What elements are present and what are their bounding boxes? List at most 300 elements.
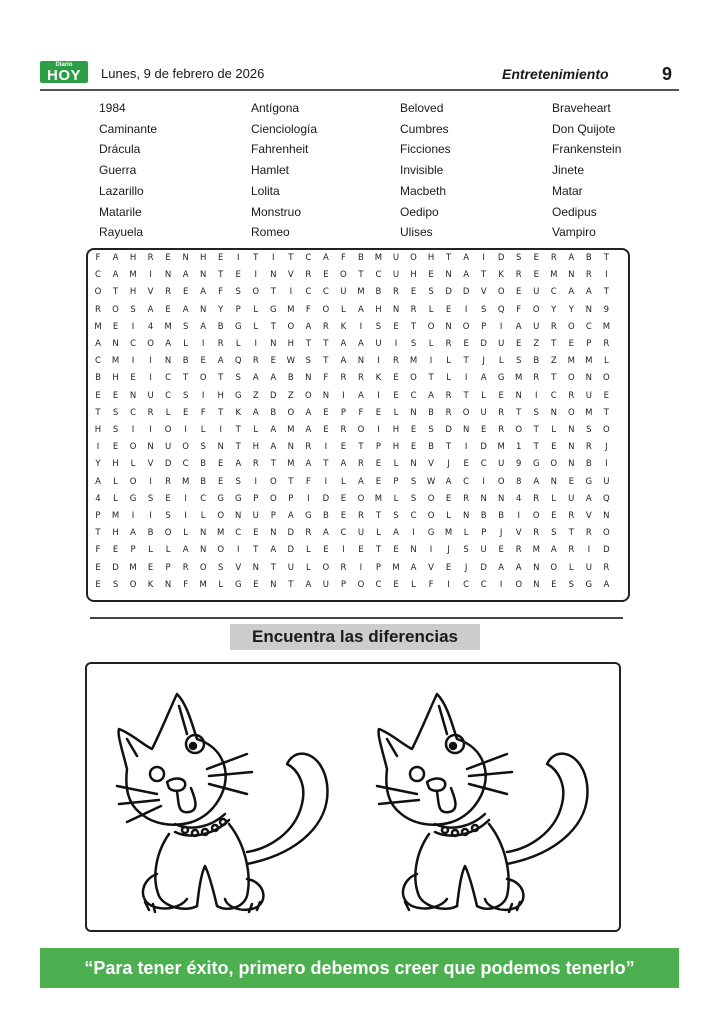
grid-letter: R bbox=[585, 528, 592, 539]
word-list-item: Antígona bbox=[251, 101, 300, 115]
grid-letter: N bbox=[410, 459, 417, 470]
grid-letter: B bbox=[147, 528, 154, 539]
grid-letter: T bbox=[445, 442, 452, 453]
grid-letter: A bbox=[217, 356, 224, 367]
grid-letter: F bbox=[358, 407, 364, 418]
grid-letter: P bbox=[235, 304, 241, 315]
grid-letter: T bbox=[410, 321, 417, 332]
grid-letter: A bbox=[568, 287, 575, 298]
grid-letter: A bbox=[585, 493, 592, 504]
grid-letter: L bbox=[305, 562, 311, 573]
grid-letter: T bbox=[375, 545, 382, 556]
grid-letter: I bbox=[149, 476, 152, 487]
grid-letter: F bbox=[218, 287, 224, 298]
grid-letter: N bbox=[410, 407, 417, 418]
grid-letter: P bbox=[393, 476, 399, 487]
grid-letter: M bbox=[129, 270, 137, 281]
grid-letter: O bbox=[305, 390, 312, 401]
grid-letter: U bbox=[164, 442, 172, 453]
word-list-item: Lolita bbox=[251, 183, 280, 198]
grid-letter: A bbox=[305, 321, 312, 332]
grid-letter: P bbox=[481, 321, 487, 332]
grid-letter: O bbox=[129, 442, 137, 453]
grid-letter: C bbox=[95, 270, 101, 281]
quote-banner bbox=[40, 948, 679, 988]
grid-letter: I bbox=[184, 511, 187, 521]
grid-letter: R bbox=[95, 304, 101, 315]
grid-letter: R bbox=[340, 425, 347, 435]
grid-letter: R bbox=[533, 373, 540, 384]
word-list-item: Braveheart bbox=[552, 101, 611, 115]
grid-letter: I bbox=[131, 425, 135, 435]
grid-letter: V bbox=[428, 562, 434, 573]
grid-letter: E bbox=[533, 253, 539, 263]
grid-letter: A bbox=[287, 511, 294, 521]
grid-letter: F bbox=[323, 373, 329, 384]
grid-letter: E bbox=[533, 270, 539, 281]
grid-letter: C bbox=[463, 579, 470, 590]
grid-letter: O bbox=[287, 407, 295, 418]
grid-letter: P bbox=[130, 545, 136, 556]
grid-letter: C bbox=[235, 528, 242, 539]
grid-letter: J bbox=[499, 528, 503, 539]
grid-letter: O bbox=[129, 476, 137, 487]
grid-letter: H bbox=[392, 425, 400, 435]
grid-letter: O bbox=[182, 442, 189, 453]
grid-letter: O bbox=[567, 373, 575, 384]
grid-letter: I bbox=[377, 425, 380, 435]
grid-letter: N bbox=[252, 562, 259, 573]
grid-letter: L bbox=[200, 425, 206, 435]
grid-letter: L bbox=[253, 304, 259, 315]
grid-letter: R bbox=[410, 304, 417, 315]
grid-letter: 4 bbox=[95, 493, 101, 504]
grid-letter: D bbox=[164, 459, 172, 470]
grid-letter: M bbox=[532, 545, 540, 556]
word-list-item: Cumbres bbox=[400, 121, 449, 136]
grid-letter: N bbox=[533, 562, 540, 573]
grid-letter: M bbox=[164, 321, 172, 332]
grid-letter: T bbox=[463, 356, 469, 367]
grid-letter: I bbox=[394, 339, 398, 349]
grid-letter: I bbox=[517, 511, 520, 521]
grid-letter: I bbox=[149, 373, 152, 384]
grid-letter: T bbox=[218, 270, 224, 281]
grid-letter: V bbox=[428, 459, 434, 470]
grid-letter: A bbox=[358, 304, 364, 315]
grid-letter: E bbox=[200, 356, 206, 367]
grid-letter: M bbox=[602, 321, 611, 332]
grid-letter: L bbox=[568, 562, 574, 573]
grid-letter: E bbox=[218, 459, 224, 470]
grid-letter: E bbox=[445, 493, 452, 504]
grid-letter: L bbox=[463, 528, 469, 539]
grid-letter: E bbox=[95, 562, 101, 573]
grid-letter: D bbox=[445, 287, 452, 298]
grid-letter: L bbox=[253, 425, 259, 435]
word-list-item: Beloved bbox=[400, 101, 444, 115]
grid-letter: U bbox=[357, 528, 365, 539]
grid-letter: L bbox=[305, 545, 311, 556]
grid-letter: A bbox=[568, 253, 575, 263]
grid-letter: C bbox=[200, 493, 207, 504]
grid-letter: S bbox=[182, 390, 189, 401]
grid-letter: E bbox=[568, 476, 574, 487]
grid-letter: I bbox=[377, 356, 380, 367]
grid-letter: T bbox=[323, 356, 329, 367]
grid-letter: K bbox=[235, 407, 242, 418]
cat-illustration-left bbox=[97, 674, 347, 924]
grid-letter: K bbox=[498, 270, 504, 281]
grid-letter: M bbox=[585, 356, 593, 367]
grid-letter: N bbox=[270, 270, 277, 281]
grid-letter: D bbox=[480, 339, 487, 349]
grid-letter: D bbox=[287, 545, 295, 556]
grid-letter: S bbox=[112, 579, 119, 590]
grid-letter: S bbox=[428, 425, 434, 435]
grid-letter: O bbox=[550, 459, 558, 470]
grid-letter: E bbox=[498, 545, 504, 556]
grid-letter: M bbox=[585, 407, 593, 418]
grid-letter: I bbox=[342, 390, 345, 401]
grid-letter: H bbox=[199, 253, 207, 263]
grid-letter: B bbox=[358, 253, 364, 263]
grid-letter: O bbox=[603, 425, 610, 435]
grid-letter: T bbox=[533, 442, 539, 453]
grid-letter: R bbox=[585, 442, 592, 453]
grid-letter: R bbox=[603, 562, 610, 573]
grid-letter: T bbox=[183, 373, 189, 384]
grid-letter: A bbox=[603, 579, 610, 590]
grid-letter: A bbox=[463, 253, 470, 263]
differences-title: Encuentra las diferencias bbox=[252, 627, 458, 646]
grid-letter: M bbox=[374, 253, 383, 263]
grid-letter: T bbox=[95, 528, 101, 539]
grid-letter: O bbox=[462, 407, 470, 418]
grid-letter: O bbox=[427, 321, 435, 332]
grid-letter: N bbox=[164, 270, 172, 281]
grid-letter: N bbox=[550, 476, 557, 487]
grid-letter: E bbox=[428, 270, 434, 281]
grid-letter: R bbox=[147, 253, 154, 263]
grid-letter: E bbox=[375, 476, 382, 487]
grid-letter: B bbox=[585, 253, 592, 263]
word-list-item: Ulises bbox=[400, 225, 433, 240]
grid-letter: M bbox=[515, 373, 523, 384]
grid-letter: W bbox=[286, 356, 296, 367]
quote-text: “Para tener éxito, primero debemos creer que podemos tenerlo” bbox=[84, 958, 635, 978]
grid-letter: T bbox=[270, 321, 276, 332]
grid-letter: B bbox=[480, 511, 487, 521]
grid-letter: M bbox=[287, 459, 295, 470]
grid-letter: A bbox=[445, 476, 452, 487]
grid-letter: E bbox=[112, 442, 119, 453]
grid-letter: T bbox=[603, 253, 609, 263]
grid-letter: G bbox=[270, 304, 277, 315]
grid-letter: O bbox=[427, 493, 435, 504]
grid-letter: A bbox=[340, 339, 347, 349]
grid-letter: A bbox=[112, 270, 119, 281]
word-list-item: Matarile bbox=[99, 204, 142, 219]
grid-letter: Z bbox=[287, 390, 294, 401]
grid-letter: F bbox=[305, 304, 311, 315]
grid-letter: C bbox=[410, 390, 417, 401]
grid-letter: N bbox=[462, 425, 470, 435]
differences-title-box bbox=[230, 624, 480, 650]
grid-letter: M bbox=[287, 304, 295, 315]
word-list-item: Rayuela bbox=[99, 225, 144, 240]
grid-letter: A bbox=[95, 339, 101, 349]
grid-letter: A bbox=[358, 339, 364, 349]
grid-letter: N bbox=[129, 390, 137, 401]
grid-letter: W bbox=[426, 476, 436, 487]
grid-letter: A bbox=[270, 545, 277, 556]
grid-letter: I bbox=[499, 321, 503, 332]
word-list-item: Invisible bbox=[400, 163, 444, 178]
grid-letter: T bbox=[270, 562, 276, 573]
grid-letter: H bbox=[94, 425, 102, 435]
grid-letter: E bbox=[182, 407, 189, 418]
grid-letter: B bbox=[182, 356, 189, 367]
grid-letter: A bbox=[305, 459, 312, 470]
grid-letter: R bbox=[147, 407, 154, 418]
grid-letter: C bbox=[375, 270, 382, 281]
grid-letter: Y bbox=[95, 459, 101, 470]
grid-letter: E bbox=[340, 493, 347, 504]
grid-letter: G bbox=[129, 493, 137, 504]
grid-letter: T bbox=[463, 390, 469, 401]
grid-letter: C bbox=[130, 407, 137, 418]
grid-letter: R bbox=[515, 270, 522, 281]
grid-letter: M bbox=[111, 511, 120, 521]
grid-letter: J bbox=[482, 356, 485, 367]
grid-letter: A bbox=[393, 528, 399, 539]
grid-letter: N bbox=[182, 253, 189, 263]
grid-letter: A bbox=[147, 304, 154, 315]
word-list-item: Drácula bbox=[99, 142, 141, 157]
grid-letter: R bbox=[340, 562, 347, 573]
grid-letter: H bbox=[129, 253, 137, 263]
grid-letter: C bbox=[340, 528, 347, 539]
grid-letter: I bbox=[289, 287, 293, 298]
grid-letter: A bbox=[515, 562, 522, 573]
grid-letter: E bbox=[551, 511, 557, 521]
grid-letter: L bbox=[113, 476, 118, 487]
grid-letter: 9 bbox=[516, 459, 522, 470]
grid-letter: I bbox=[149, 356, 152, 367]
grid-letter: I bbox=[605, 459, 608, 470]
grid-letter: E bbox=[130, 373, 136, 384]
grid-letter: A bbox=[252, 407, 259, 418]
grid-letter: S bbox=[568, 579, 574, 590]
grid-letter: E bbox=[603, 390, 610, 401]
grid-letter: J bbox=[447, 459, 450, 470]
grid-letter: I bbox=[131, 511, 135, 521]
grid-letter: A bbox=[410, 562, 417, 573]
grid-letter: V bbox=[480, 287, 487, 298]
grid-letter: S bbox=[551, 528, 557, 539]
grid-letter: O bbox=[164, 425, 172, 435]
grid-letter: R bbox=[515, 545, 522, 556]
grid-letter: D bbox=[497, 253, 505, 263]
grid-letter: I bbox=[184, 493, 187, 504]
grid-letter: L bbox=[551, 425, 557, 435]
grid-letter: E bbox=[358, 545, 364, 556]
grid-letter: E bbox=[393, 545, 399, 556]
grid-letter: A bbox=[550, 545, 557, 556]
grid-letter: A bbox=[498, 562, 505, 573]
grid-letter: V bbox=[235, 562, 242, 573]
grid-letter: G bbox=[234, 579, 242, 590]
grid-letter: L bbox=[428, 304, 434, 315]
grid-letter: D bbox=[462, 287, 470, 298]
grid-letter: 8 bbox=[516, 476, 522, 487]
grid-letter: T bbox=[253, 545, 259, 556]
grid-letter: N bbox=[585, 304, 592, 315]
cat-illustration-right bbox=[357, 674, 607, 924]
grid-letter: N bbox=[270, 528, 277, 539]
grid-letter: S bbox=[218, 562, 224, 573]
grid-letter: O bbox=[287, 321, 295, 332]
grid-letter: R bbox=[445, 339, 452, 349]
grid-letter: N bbox=[603, 511, 610, 521]
grid-letter: N bbox=[164, 356, 172, 367]
grid-letter: L bbox=[341, 304, 346, 315]
grid-letter: H bbox=[112, 459, 119, 470]
grid-letter: T bbox=[235, 442, 241, 453]
grid-letter: O bbox=[147, 339, 154, 349]
word-list-item: Hamlet bbox=[251, 163, 290, 178]
grid-letter: R bbox=[393, 287, 399, 298]
grid-letter: I bbox=[429, 545, 433, 556]
grid-letter: E bbox=[95, 390, 101, 401]
grid-letter: Y bbox=[218, 304, 224, 315]
grid-letter: M bbox=[94, 321, 102, 332]
grid-letter: G bbox=[305, 511, 312, 521]
grid-letter: K bbox=[375, 373, 382, 384]
grid-letter: P bbox=[95, 511, 101, 521]
grid-letter: E bbox=[498, 390, 504, 401]
grid-letter: P bbox=[375, 562, 382, 573]
grid-letter: E bbox=[393, 373, 399, 384]
grid-letter: N bbox=[498, 493, 505, 504]
grid-letter: P bbox=[288, 493, 294, 504]
grid-letter: O bbox=[567, 407, 575, 418]
grid-letter: S bbox=[235, 287, 241, 298]
grid-letter: M bbox=[357, 287, 365, 298]
grid-letter: A bbox=[252, 373, 259, 384]
grid-letter: L bbox=[411, 579, 416, 590]
grid-letter: B bbox=[585, 459, 592, 470]
grid-letter: P bbox=[375, 442, 382, 453]
word-list-item: 1984 bbox=[99, 101, 126, 115]
grid-letter: T bbox=[323, 459, 329, 470]
word-search-grid bbox=[86, 248, 630, 602]
grid-letter: D bbox=[603, 545, 610, 556]
grid-letter: S bbox=[463, 545, 469, 556]
grid-letter: Y bbox=[551, 304, 557, 315]
grid-letter: R bbox=[305, 528, 312, 539]
grid-letter: R bbox=[568, 390, 575, 401]
grid-letter: A bbox=[322, 528, 329, 539]
grid-letter: E bbox=[165, 304, 171, 315]
grid-letter: Q bbox=[234, 356, 242, 367]
grid-letter: O bbox=[322, 562, 330, 573]
section-divider bbox=[90, 617, 623, 619]
grid-letter: V bbox=[147, 459, 154, 470]
newspaper-logo bbox=[40, 61, 88, 83]
grid-letter: I bbox=[324, 442, 328, 453]
grid-letter: I bbox=[482, 253, 485, 263]
grid-letter: O bbox=[357, 425, 365, 435]
word-list-item: Jinete bbox=[552, 163, 585, 178]
grid-letter: M bbox=[287, 425, 295, 435]
grid-letter: A bbox=[340, 459, 347, 470]
grid-letter: F bbox=[340, 253, 346, 263]
grid-letter: E bbox=[516, 339, 522, 349]
grid-letter: P bbox=[481, 528, 487, 539]
grid-letter: T bbox=[270, 287, 276, 298]
grid-letter: I bbox=[464, 304, 468, 315]
grid-letter: U bbox=[392, 253, 400, 263]
grid-letter: I bbox=[605, 270, 608, 281]
grid-letter: L bbox=[446, 373, 451, 384]
grid-letter: L bbox=[200, 511, 206, 521]
grid-letter: A bbox=[533, 476, 540, 487]
grid-letter: I bbox=[482, 476, 485, 487]
grid-letter: E bbox=[95, 579, 101, 590]
grid-letter: F bbox=[183, 579, 189, 590]
grid-letter: H bbox=[252, 442, 259, 453]
grid-letter: U bbox=[147, 390, 154, 401]
grid-letter: I bbox=[201, 339, 205, 349]
grid-letter: N bbox=[199, 270, 207, 281]
grid-letter: S bbox=[516, 356, 522, 367]
grid-letter: S bbox=[410, 339, 417, 349]
grid-letter: A bbox=[428, 390, 434, 401]
grid-letter: I bbox=[587, 545, 591, 556]
grid-letter: M bbox=[129, 562, 137, 573]
grid-letter: C bbox=[585, 321, 592, 332]
grid-letter: L bbox=[235, 339, 241, 349]
grid-letter: I bbox=[429, 356, 433, 367]
grid-letter: E bbox=[375, 459, 382, 470]
grid-letter: S bbox=[130, 304, 136, 315]
grid-letter: C bbox=[95, 356, 101, 367]
grid-letter: A bbox=[340, 356, 347, 367]
grid-letter: N bbox=[392, 304, 400, 315]
grid-letter: U bbox=[498, 339, 505, 349]
grid-letter: N bbox=[147, 442, 154, 453]
grid-letter: T bbox=[288, 579, 294, 590]
grid-letter: E bbox=[410, 442, 417, 453]
grid-letter: A bbox=[112, 253, 119, 263]
grid-letter: B bbox=[200, 459, 207, 470]
grid-letter: N bbox=[533, 579, 540, 590]
grid-letter: E bbox=[235, 270, 241, 281]
grid-letter: C bbox=[165, 390, 172, 401]
grid-letter: N bbox=[164, 579, 172, 590]
grid-letter: E bbox=[516, 287, 522, 298]
grid-letter: O bbox=[603, 528, 610, 539]
grid-letter: N bbox=[410, 545, 417, 556]
word-list-item: Oedipus bbox=[552, 204, 597, 219]
grid-letter: A bbox=[463, 270, 470, 281]
grid-letter: 4 bbox=[147, 321, 154, 332]
grid-letter: S bbox=[200, 442, 206, 453]
grid-letter: A bbox=[270, 425, 277, 435]
grid-letter: I bbox=[254, 339, 258, 349]
